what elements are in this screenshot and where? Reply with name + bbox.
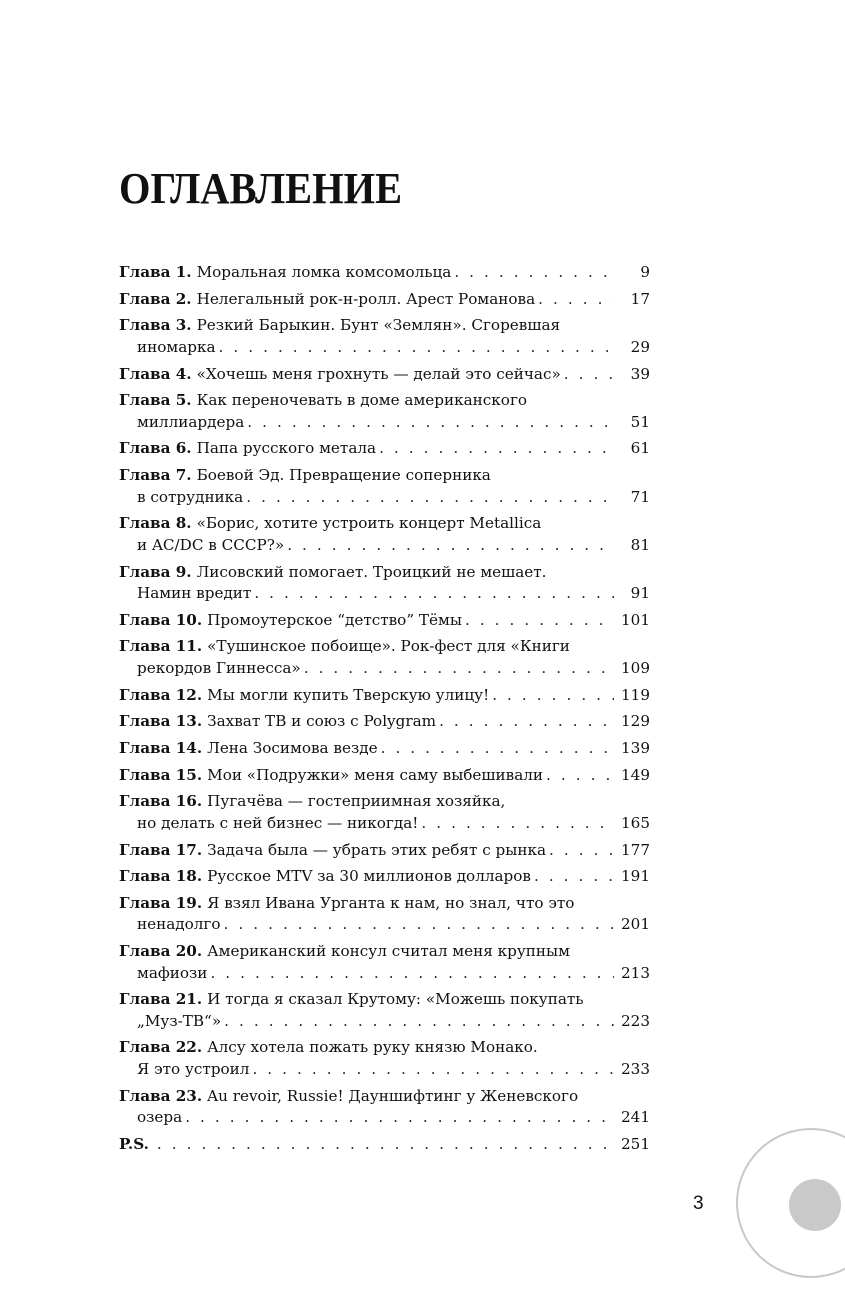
toc-entry — [119, 438, 650, 460]
chapter-title-continued: ненадолго — [137, 915, 221, 934]
chapter-label: Глава 9. — [119, 562, 192, 581]
chapter-label: Глава 16. — [119, 792, 203, 811]
dot-leader — [454, 262, 614, 284]
toc-entry-line — [119, 711, 650, 733]
chapter-label: Глава 1. — [119, 263, 192, 281]
chapter-title: Промоутерское “детство” Тёмы — [207, 610, 462, 629]
page-ref: 251 — [621, 1134, 650, 1153]
toc-entry — [119, 315, 650, 358]
page-ref: 191 — [621, 867, 650, 886]
dot-leader — [564, 364, 614, 386]
dot-leader — [224, 914, 614, 936]
page-ref: 109 — [621, 658, 650, 677]
toc-entry-line — [119, 840, 650, 862]
toc-entry-line — [119, 685, 650, 707]
page-ref: 39 — [630, 364, 650, 383]
chapter-title: И тогда я сказал Крутому: «Можешь покупать — [207, 990, 584, 1009]
toc-entry — [119, 685, 650, 707]
chapter-label: Глава 6. — [119, 439, 192, 458]
toc-entry-line — [119, 636, 650, 658]
chapter-title: Как переночевать в доме американского — [196, 391, 528, 410]
chapter-title-continued: иномарка — [137, 337, 216, 356]
dot-leader — [492, 685, 614, 707]
chapter-title: Нелегальный рок-н-ролл. Арест Романова — [196, 289, 536, 308]
chapter-title: Моральная ломка комсомольца — [196, 263, 452, 281]
dot-leader — [157, 1134, 614, 1156]
page-ref: 119 — [621, 685, 650, 704]
table-of-contents — [119, 262, 650, 1161]
dot-leader — [246, 487, 614, 509]
dot-leader — [538, 289, 614, 311]
toc-entry — [119, 1134, 650, 1156]
dot-leader — [219, 337, 614, 359]
page-ref: 213 — [621, 963, 650, 982]
dot-leader — [254, 583, 614, 605]
dot-leader — [224, 1011, 614, 1033]
chapter-title-continued: Намин вредит — [137, 584, 252, 602]
chapter-title: Мои «Подружки» меня саму выбешивали — [207, 765, 544, 784]
dot-leader — [252, 1059, 614, 1081]
dot-leader — [439, 711, 614, 733]
toc-entry — [119, 289, 650, 311]
toc-entry-line — [119, 465, 650, 487]
chapter-title-continued: мафиози — [137, 963, 208, 982]
toc-entry — [119, 1037, 650, 1080]
chapter-title-continued: Я это устроил — [137, 1059, 250, 1078]
chapter-title: Русское MTV за 30 миллионов долларов — [207, 867, 531, 886]
chapter-label: Глава 22. — [119, 1038, 203, 1057]
page-ref: 177 — [621, 840, 650, 859]
toc-entry-line — [119, 315, 650, 337]
page-ref: 9 — [640, 263, 650, 281]
toc-entry — [119, 791, 650, 834]
toc-entry — [119, 765, 650, 787]
toc-entry-continuation — [119, 535, 650, 557]
toc-entry-line — [119, 562, 650, 584]
chapter-label: Глава 19. — [119, 893, 203, 912]
dot-leader — [381, 738, 614, 760]
page-ref: 91 — [630, 584, 650, 602]
chapter-label: Глава 18. — [119, 867, 203, 886]
toc-entry-line — [119, 262, 650, 284]
page-ref: 71 — [630, 487, 650, 506]
toc-entry-line — [119, 989, 650, 1011]
dot-leader — [534, 866, 614, 888]
dot-leader — [210, 963, 614, 985]
toc-entry-line — [119, 738, 650, 760]
toc-entry — [119, 390, 650, 433]
page-ref: 233 — [621, 1059, 650, 1078]
page-ref: 81 — [630, 535, 650, 554]
page-ref: 149 — [621, 765, 650, 784]
toc-entry-continuation — [119, 963, 650, 985]
toc-entry-line — [119, 1086, 650, 1108]
toc-entry-continuation — [119, 914, 650, 936]
toc-entry-line — [119, 866, 650, 888]
toc-entry — [119, 738, 650, 760]
chapter-label: Глава 20. — [119, 942, 203, 961]
page-ref: 29 — [630, 337, 650, 356]
toc-entry-line — [119, 941, 650, 963]
chapter-title-continued: рекордов Гиннесса» — [137, 658, 301, 677]
chapter-label: Глава 13. — [119, 712, 203, 731]
dot-leader — [247, 412, 614, 434]
chapter-label: Глава 7. — [119, 466, 192, 485]
page-title: ОГЛАВЛЕНИЕ — [119, 164, 403, 213]
page-ref: 139 — [621, 738, 650, 757]
chapter-title: Боевой Эд. Превращение соперника — [196, 466, 491, 485]
chapter-title: Захват ТВ и союз с Polygram — [207, 712, 437, 731]
toc-entry-continuation — [119, 1107, 650, 1129]
chapter-title-continued: миллиардера — [137, 412, 245, 431]
toc-entry — [119, 610, 650, 632]
toc-entry-line — [119, 513, 650, 535]
chapter-label: Глава 23. — [119, 1086, 203, 1105]
toc-entry — [119, 364, 650, 386]
chapter-title: «Тушинское побоище». Рок-фест для «Книги — [207, 637, 570, 656]
chapter-label: Глава 21. — [119, 990, 203, 1009]
toc-entry-line — [119, 289, 650, 311]
chapter-label: Глава 5. — [119, 391, 192, 410]
page-ref: 241 — [621, 1108, 650, 1127]
chapter-title: Лисовский помогает. Троицкий не мешает. — [196, 562, 547, 581]
dot-leader — [287, 535, 614, 557]
toc-entry — [119, 562, 650, 605]
chapter-title: Американский консул считал меня крупным — [207, 942, 570, 961]
chapter-label: Глава 11. — [119, 637, 203, 656]
chapter-label: Глава 3. — [119, 316, 192, 335]
dot-leader — [465, 610, 614, 632]
toc-entry — [119, 989, 650, 1032]
dot-leader — [185, 1107, 614, 1129]
toc-entry-line — [119, 1037, 650, 1059]
dot-leader — [304, 658, 614, 680]
toc-entry-continuation — [119, 1011, 650, 1033]
page-ref: 129 — [621, 712, 650, 731]
dot-leader — [421, 813, 614, 835]
page-ref: 165 — [621, 813, 650, 832]
dot-leader — [379, 438, 614, 460]
toc-entry — [119, 1086, 650, 1129]
chapter-title: Задача была — убрать этих ребят с рынка — [207, 840, 547, 859]
chapter-label: Глава 2. — [119, 289, 192, 308]
chapter-title: «Борис, хотите устроить концерт Metallica — [196, 514, 542, 533]
chapter-label: P.S. — [119, 1134, 149, 1153]
chapter-title-continued: в сотрудника — [137, 487, 244, 506]
toc-entry — [119, 893, 650, 936]
toc-entry-continuation — [119, 813, 650, 835]
toc-entry — [119, 941, 650, 984]
chapter-label: Глава 17. — [119, 840, 203, 859]
toc-entry — [119, 840, 650, 862]
toc-entry — [119, 711, 650, 733]
toc-entry-line — [119, 791, 650, 813]
toc-entry — [119, 866, 650, 888]
chapter-label: Глава 12. — [119, 685, 203, 704]
toc-entry-continuation — [119, 412, 650, 434]
page-number: 3 — [693, 1193, 704, 1214]
toc-entry — [119, 465, 650, 508]
toc-entry-line — [119, 1134, 650, 1156]
chapter-title-continued: озера — [137, 1108, 183, 1127]
page-ref: 201 — [621, 915, 650, 934]
page-ref: 17 — [630, 289, 650, 308]
toc-entry-continuation — [119, 583, 650, 605]
chapter-title: Резкий Барыкин. Бунт «Землян». Сгоревшая — [196, 316, 561, 335]
page-ref: 223 — [621, 1011, 650, 1030]
page-ref: 61 — [630, 439, 650, 458]
chapter-label: Глава 15. — [119, 765, 203, 784]
chapter-title: Мы могли купить Тверскую улицу! — [207, 685, 490, 704]
toc-entry-continuation — [119, 487, 650, 509]
chapter-title: Лена Зосимова везде — [207, 738, 378, 757]
page-ref: 51 — [630, 412, 650, 431]
dot-leader — [546, 765, 614, 787]
toc-entry-line — [119, 438, 650, 460]
toc-entry-continuation — [119, 658, 650, 680]
toc-entry-line — [119, 390, 650, 412]
chapter-label: Глава 10. — [119, 610, 203, 629]
toc-entry-line — [119, 765, 650, 787]
chapter-title: Алсу хотела пожать руку князю Монако. — [207, 1038, 538, 1057]
dot-leader — [549, 840, 614, 862]
toc-entry — [119, 262, 650, 284]
chapter-title: Папа русского метала — [196, 439, 377, 458]
chapter-title-continued: „Муз-ТВ“» — [137, 1011, 222, 1030]
toc-entry-continuation — [119, 1059, 650, 1081]
chapter-label: Глава 14. — [119, 738, 203, 757]
decorative-dot — [789, 1179, 841, 1231]
toc-entry-line — [119, 364, 650, 386]
chapter-label: Глава 4. — [119, 364, 192, 383]
chapter-title-continued: но делать с ней бизнес — никогда! — [137, 813, 419, 832]
toc-entry — [119, 636, 650, 679]
chapter-title-continued: и AC/DC в СССР?» — [137, 535, 285, 554]
chapter-title: «Хочешь меня грохнуть — делай это сейчас» — [196, 364, 561, 383]
toc-entry-continuation — [119, 337, 650, 359]
toc-entry — [119, 513, 650, 556]
toc-entry-line — [119, 610, 650, 632]
page-ref: 101 — [621, 610, 650, 629]
chapter-title: Я взял Ивана Урганта к нам, но знал, что это — [207, 893, 575, 912]
chapter-title: Au revoir, Russie! Дауншифтинг у Женевского — [207, 1086, 579, 1105]
chapter-label: Глава 8. — [119, 514, 192, 533]
toc-entry-line — [119, 893, 650, 915]
chapter-title: Пугачёва — гостеприимная хозяйка, — [207, 792, 506, 811]
